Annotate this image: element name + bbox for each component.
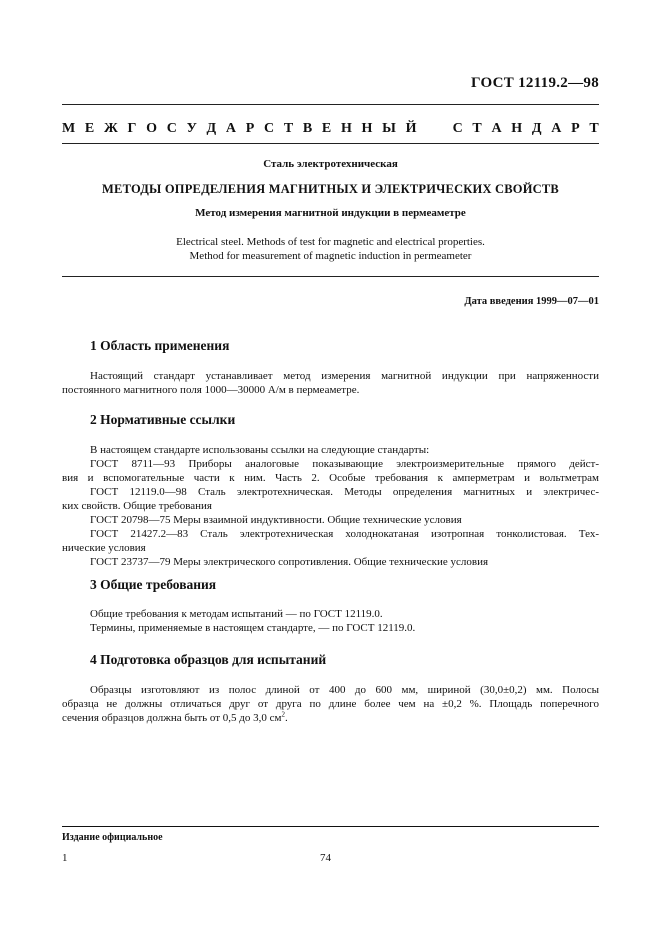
banner-letter: Т bbox=[472, 121, 482, 136]
banner-letter: Т bbox=[283, 121, 294, 136]
banner-letter: О bbox=[146, 121, 158, 136]
document-title: МЕТОДЫ ОПРЕДЕЛЕНИЯ МАГНИТНЫХ И ЭЛЕКТРИЧЕСКИХ СВОЙСТВ bbox=[102, 182, 559, 196]
section-2-heading: 2 Нормативные ссылки bbox=[90, 412, 236, 427]
section-2-body bbox=[62, 443, 599, 569]
section-3-heading: 3 Общие требования bbox=[90, 577, 217, 592]
banner-letter: У bbox=[186, 121, 197, 136]
banner-letter: Ы bbox=[382, 121, 396, 136]
page-marker-left: 1 bbox=[62, 852, 68, 864]
section-1-heading: 1 Область применения bbox=[90, 338, 230, 353]
banner-letter: Н bbox=[511, 121, 523, 136]
section-2-line-9: ГОСТ 23737—79 Меры электрического сопротивления. Общие технические условия bbox=[90, 556, 489, 568]
banner-letter: В bbox=[302, 121, 313, 136]
banner-letter: С bbox=[452, 121, 463, 136]
banner-letter: Т bbox=[589, 121, 599, 136]
section-2-line-1: В настоящем стандарте использованы ссылки на следующие стандарты: bbox=[90, 444, 430, 456]
banner-letter: Р bbox=[245, 121, 255, 136]
section-1-line-1: Настоящий стандарт устанавливает метод измерения магнитной индукции при напряженности bbox=[90, 370, 599, 382]
section-4-line-1: Образцы изготовляют из полос длиной от 400 до 600 мм, шириной (30,0±0,2) мм. Полосы bbox=[90, 684, 599, 696]
section-1-line-2: постоянного магнитного поля 1000—30000 А/м в пермеаметре. bbox=[62, 384, 360, 396]
document-number: ГОСТ 12119.2—98 bbox=[470, 75, 599, 91]
official-edition-label: Издание официальное bbox=[62, 832, 163, 843]
page-number: 74 bbox=[320, 852, 331, 864]
english-title-line-2: Method for measurement of magnetic induction in permeameter bbox=[189, 250, 472, 262]
subtitle-method: Метод измерения магнитной индукции в пермеаметре bbox=[195, 207, 466, 219]
banner-letter: Р bbox=[571, 121, 580, 136]
banner-letter: Д bbox=[206, 121, 217, 136]
banner-letter: С bbox=[263, 121, 275, 136]
banner-letter: М bbox=[62, 121, 76, 136]
section-4-line-3-text: сечения образцов должна быть от 0,5 до 3,0 см bbox=[62, 712, 282, 724]
banner-letter: Е bbox=[84, 121, 95, 136]
section-2-line-7: ГОСТ 21427.2—83 Сталь электротехническая холоднокатаная изотропная тонколистовая. Тех- bbox=[90, 528, 599, 540]
subtitle-steel: Сталь электротехническая bbox=[263, 158, 398, 170]
footer-rule bbox=[62, 826, 599, 827]
banner-letter: Д bbox=[531, 121, 542, 136]
introduction-date: Дата введения 1999—07—01 bbox=[464, 296, 599, 307]
banner-letter bbox=[426, 121, 430, 137]
banner-letter: С bbox=[166, 121, 177, 136]
banner-letter bbox=[439, 121, 443, 137]
squared-superscript: 2 bbox=[281, 710, 286, 719]
title-rule bbox=[62, 276, 599, 277]
banner-letter: А bbox=[225, 121, 237, 136]
section-2-line-8: нические условия bbox=[62, 542, 146, 554]
english-title-line-1: Electrical steel. Methods of test for magnetic and electrical properties. bbox=[176, 236, 485, 248]
section-4-body bbox=[62, 683, 599, 725]
section-4-line-2: образца не должны отличаться друг от друга по длине более чем на ±0,2 %. Площадь поперечного bbox=[62, 698, 599, 710]
section-3-line-1: Общие требования к методам испытаний — по ГОСТ 12119.0. bbox=[90, 608, 383, 620]
banner-letter: Г bbox=[127, 121, 137, 136]
interstate-standard-banner bbox=[62, 121, 599, 137]
section-2-line-6: ГОСТ 20798—75 Меры взаимной индуктивности. Общие технические условия bbox=[90, 514, 462, 526]
section-4-line-3 bbox=[62, 711, 599, 725]
banner-letter: Й bbox=[405, 121, 417, 136]
section-4-heading: 4 Подготовка образцов для испытаний bbox=[90, 652, 327, 667]
header-rule-top bbox=[62, 104, 599, 105]
section-3-body bbox=[62, 607, 599, 635]
section-2-line-3: вия и вспомогательные части к ним. Часть 2. Особые требования к амперметрам и вольтметрам bbox=[62, 472, 599, 484]
english-title bbox=[62, 235, 599, 263]
section-2-line-5: ких свойств. Общие требования bbox=[62, 500, 212, 512]
banner-letter: А bbox=[491, 121, 502, 136]
section-2-line-4: ГОСТ 12119.0—98 Сталь электротехническая. Методы определения магнитных и электричес- bbox=[90, 486, 599, 498]
banner-letter: Н bbox=[340, 121, 352, 136]
banner-letter: А bbox=[551, 121, 562, 136]
banner-letter: Ж bbox=[103, 121, 118, 136]
banner-letter: Е bbox=[321, 121, 332, 136]
section-1-body bbox=[62, 369, 599, 397]
header-rule-bottom bbox=[62, 143, 599, 144]
banner-letter: Н bbox=[361, 121, 373, 136]
section-4-line-3-end: . bbox=[285, 712, 288, 724]
section-2-line-2: ГОСТ 8711—93 Приборы аналоговые показывающие электроизмерительные прямого дейст- bbox=[90, 458, 599, 470]
section-3-line-2: Термины, применяемые в настоящем стандарте, — по ГОСТ 12119.0. bbox=[90, 622, 416, 634]
